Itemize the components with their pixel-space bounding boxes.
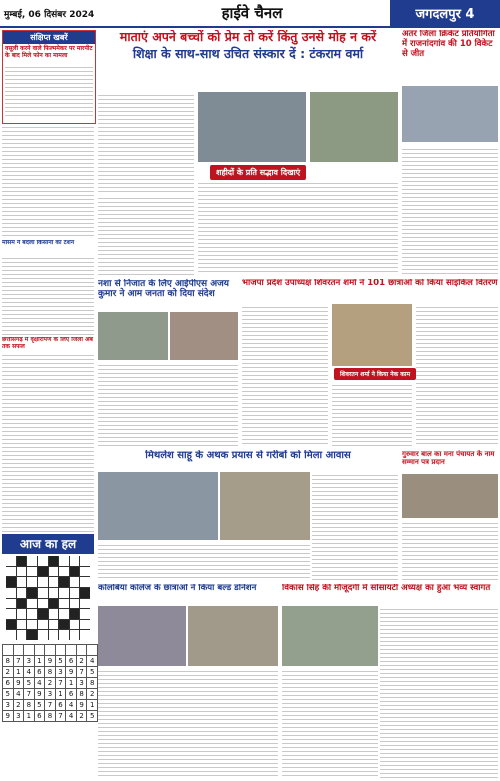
sudoku-cell: 3 xyxy=(55,667,66,678)
sudoku-cell xyxy=(24,645,35,656)
sudoku-cell: 2 xyxy=(76,656,87,667)
college-photo-2 xyxy=(188,606,278,666)
sudoku-cell: 3 xyxy=(13,711,24,722)
sudoku-cell: 3 xyxy=(3,700,14,711)
sudoku-cell: 9 xyxy=(66,667,77,678)
sudoku-cell: 3 xyxy=(24,656,35,667)
short-news-title: संक्षिप्त खबरें xyxy=(3,31,95,44)
left-article-3 xyxy=(2,352,94,532)
sudoku-cell: 6 xyxy=(55,700,66,711)
sudoku-cell: 9 xyxy=(13,678,24,689)
sudoku-cell: 7 xyxy=(76,667,87,678)
ips-headline-box xyxy=(98,279,238,309)
sudoku-cell: 1 xyxy=(34,656,45,667)
sudoku-cell: 8 xyxy=(87,678,98,689)
sudoku-cell: 8 xyxy=(76,689,87,700)
left-headline-3: छत्तीसगढ़ में वृक्षारोपण के लिए जिला अब तक सफल xyxy=(2,337,93,350)
vet-body xyxy=(402,520,498,580)
cricket-body xyxy=(402,146,498,275)
sudoku-cell: 5 xyxy=(55,656,66,667)
sudoku-cell: 7 xyxy=(13,656,24,667)
sudoku-cell: 4 xyxy=(24,667,35,678)
society-photo xyxy=(282,606,378,666)
sudoku-row xyxy=(3,711,98,722)
ips-headline: नशा से निजात के लिए आईपीएस अजय कुमार ने आम जनता को दिया संदेश xyxy=(98,279,230,300)
sudoku-cell: 2 xyxy=(13,700,24,711)
sudoku-cell: 4 xyxy=(66,711,77,722)
awas-headline: मिथलेश साहू के अथक प्रयास से गरीबों को मिला आवास xyxy=(145,450,351,461)
ips-photo-2 xyxy=(170,312,238,360)
lead-body-col-2 xyxy=(198,180,398,275)
sudoku-cell: 3 xyxy=(45,689,56,700)
vet-photo xyxy=(402,474,498,518)
short-news-headline: वसूली करने वाले फिल्ममेकर पर मारपीट के बाद मिले फोन का मामला xyxy=(5,45,93,59)
left-article-1 xyxy=(2,124,94,239)
sudoku-cell xyxy=(34,645,45,656)
awas-body-2 xyxy=(98,542,310,580)
sudoku-cell xyxy=(76,645,87,656)
sudoku-row xyxy=(3,678,98,689)
cricket-photo xyxy=(402,86,498,142)
lead-photo-2 xyxy=(310,92,398,162)
sudoku-cell: 9 xyxy=(76,700,87,711)
sudoku-cell: 9 xyxy=(3,711,14,722)
sudoku-row xyxy=(3,667,98,678)
left-headline-3-wrap xyxy=(2,337,94,351)
short-news-body xyxy=(5,64,93,119)
sudoku-cell: 8 xyxy=(45,667,56,678)
vet-headline-box xyxy=(402,450,498,472)
sudoku-cell: 5 xyxy=(3,689,14,700)
cycle-headline: भाजपा प्रदेश उपाध्यक्ष शिवरतन शर्मा ने 101 छात्राओं को किया साइकिल वितरण xyxy=(242,279,498,288)
sudoku-cell: 2 xyxy=(76,711,87,722)
society-body-2 xyxy=(282,668,378,778)
society-headline: विकास सिंह की मौजूदगी में सोसायटी अध्यक्ष का हुआ भव्य स्वागत xyxy=(282,584,491,593)
sudoku-cell: 6 xyxy=(66,689,77,700)
sudoku-cell: 9 xyxy=(34,689,45,700)
sudoku-cell: 5 xyxy=(87,667,98,678)
cricket-headline: अंतर जिला क्रिकेट प्रतियोगिता में राजनांदगांव की 10 विकेट से जीत xyxy=(402,30,495,59)
sudoku-cell: 5 xyxy=(34,700,45,711)
sudoku-cell xyxy=(3,645,14,656)
college-photo-1 xyxy=(98,606,186,666)
lead-photo-1 xyxy=(198,92,306,162)
lead-body-col-3 xyxy=(98,195,194,275)
sudoku-cell: 5 xyxy=(87,711,98,722)
left-article-2 xyxy=(2,255,94,335)
cycle-photo-caption: शिवरतन शर्मा ने किया नेक काम xyxy=(334,368,416,380)
aaj-ka-hal-title: आज का हल xyxy=(2,534,94,554)
short-news-box xyxy=(2,30,96,124)
sudoku-cell: 2 xyxy=(45,678,56,689)
college-headline-box xyxy=(98,584,278,604)
header-rule xyxy=(0,26,500,28)
ips-body xyxy=(98,362,238,447)
vet-headline: गुरुवार बाल का मना पंचायत के नाम सम्मान पत्र प्रदान xyxy=(402,450,495,467)
sudoku-cell: 7 xyxy=(45,700,56,711)
sudoku-cell: 8 xyxy=(24,700,35,711)
left-headline-2-wrap xyxy=(2,240,94,252)
sudoku-cell: 8 xyxy=(45,711,56,722)
sudoku-cell: 3 xyxy=(76,678,87,689)
sudoku-row xyxy=(3,645,98,656)
sudoku-row xyxy=(3,689,98,700)
college-body xyxy=(98,668,278,778)
cycle-headline-box xyxy=(242,279,498,301)
cycle-body-1 xyxy=(242,304,328,446)
sudoku-cell: 7 xyxy=(55,678,66,689)
awas-photo-1 xyxy=(98,472,218,540)
lead-headline-box xyxy=(98,30,398,88)
sudoku-grid xyxy=(2,644,98,722)
sudoku-cell xyxy=(87,645,98,656)
sudoku-cell: 1 xyxy=(24,711,35,722)
sudoku-cell: 4 xyxy=(34,678,45,689)
sudoku-cell xyxy=(45,645,56,656)
crossword-grid xyxy=(6,556,90,640)
left-headline-2: मौसम ने बदला किसानों का टेंशन xyxy=(2,240,75,246)
lead-body-col-1 xyxy=(98,92,194,192)
sudoku-cell xyxy=(66,645,77,656)
sudoku-cell: 4 xyxy=(87,656,98,667)
sudoku-cell: 1 xyxy=(55,689,66,700)
paper-name: हाईवे चैनल xyxy=(221,4,283,22)
sudoku-box xyxy=(2,644,98,774)
sudoku-cell: 6 xyxy=(3,678,14,689)
sudoku-cell: 7 xyxy=(24,689,35,700)
cycle-body-2 xyxy=(332,382,412,446)
sudoku-cell: 6 xyxy=(66,656,77,667)
lead-photo-caption: शहीदों के प्रति सद्भाव दिखाएं xyxy=(210,165,306,180)
sudoku-cell: 6 xyxy=(34,711,45,722)
awas-photo-2 xyxy=(220,472,310,540)
sudoku-cell: 5 xyxy=(24,678,35,689)
masthead xyxy=(0,0,500,26)
awas-body-1 xyxy=(312,472,398,580)
sudoku-cell: 1 xyxy=(87,700,98,711)
ips-photo-1 xyxy=(98,312,168,360)
cricket-headline-box xyxy=(402,30,498,80)
lead-subheadline: शिक्षा के साथ-साथ उचित संस्कार दें : टंकराम वर्मा xyxy=(132,46,364,62)
sudoku-cell: 2 xyxy=(87,689,98,700)
issue-date: मुम्बई, 06 दिसंबर 2024 xyxy=(4,9,95,20)
sudoku-row xyxy=(3,700,98,711)
cycle-photo xyxy=(332,304,412,366)
sudoku-cell: 4 xyxy=(66,700,77,711)
sudoku-cell: 9 xyxy=(45,656,56,667)
society-headline-box xyxy=(282,584,498,604)
cycle-body-3 xyxy=(416,304,498,446)
sudoku-cell: 8 xyxy=(3,656,14,667)
sudoku-cell: 7 xyxy=(55,711,66,722)
sudoku-cell: 6 xyxy=(34,667,45,678)
lead-headline: माताएं अपने बच्चों को प्रेम तो करें किंतु उनसे मोह न करें xyxy=(119,30,377,44)
sudoku-cell: 2 xyxy=(3,667,14,678)
society-body-1 xyxy=(380,606,498,778)
sudoku-cell: 1 xyxy=(66,678,77,689)
college-headline: कोलंबिया कॉलेज के छात्राओं ने किया बल्ड डोनेशन xyxy=(98,584,257,593)
sudoku-row xyxy=(3,656,98,667)
edition-city: जगदलपुर 4 xyxy=(390,0,500,26)
sudoku-cell: 4 xyxy=(13,689,24,700)
sudoku-cell: 1 xyxy=(13,667,24,678)
sudoku-cell xyxy=(55,645,66,656)
awas-headline-box xyxy=(98,450,398,470)
sudoku-cell xyxy=(13,645,24,656)
